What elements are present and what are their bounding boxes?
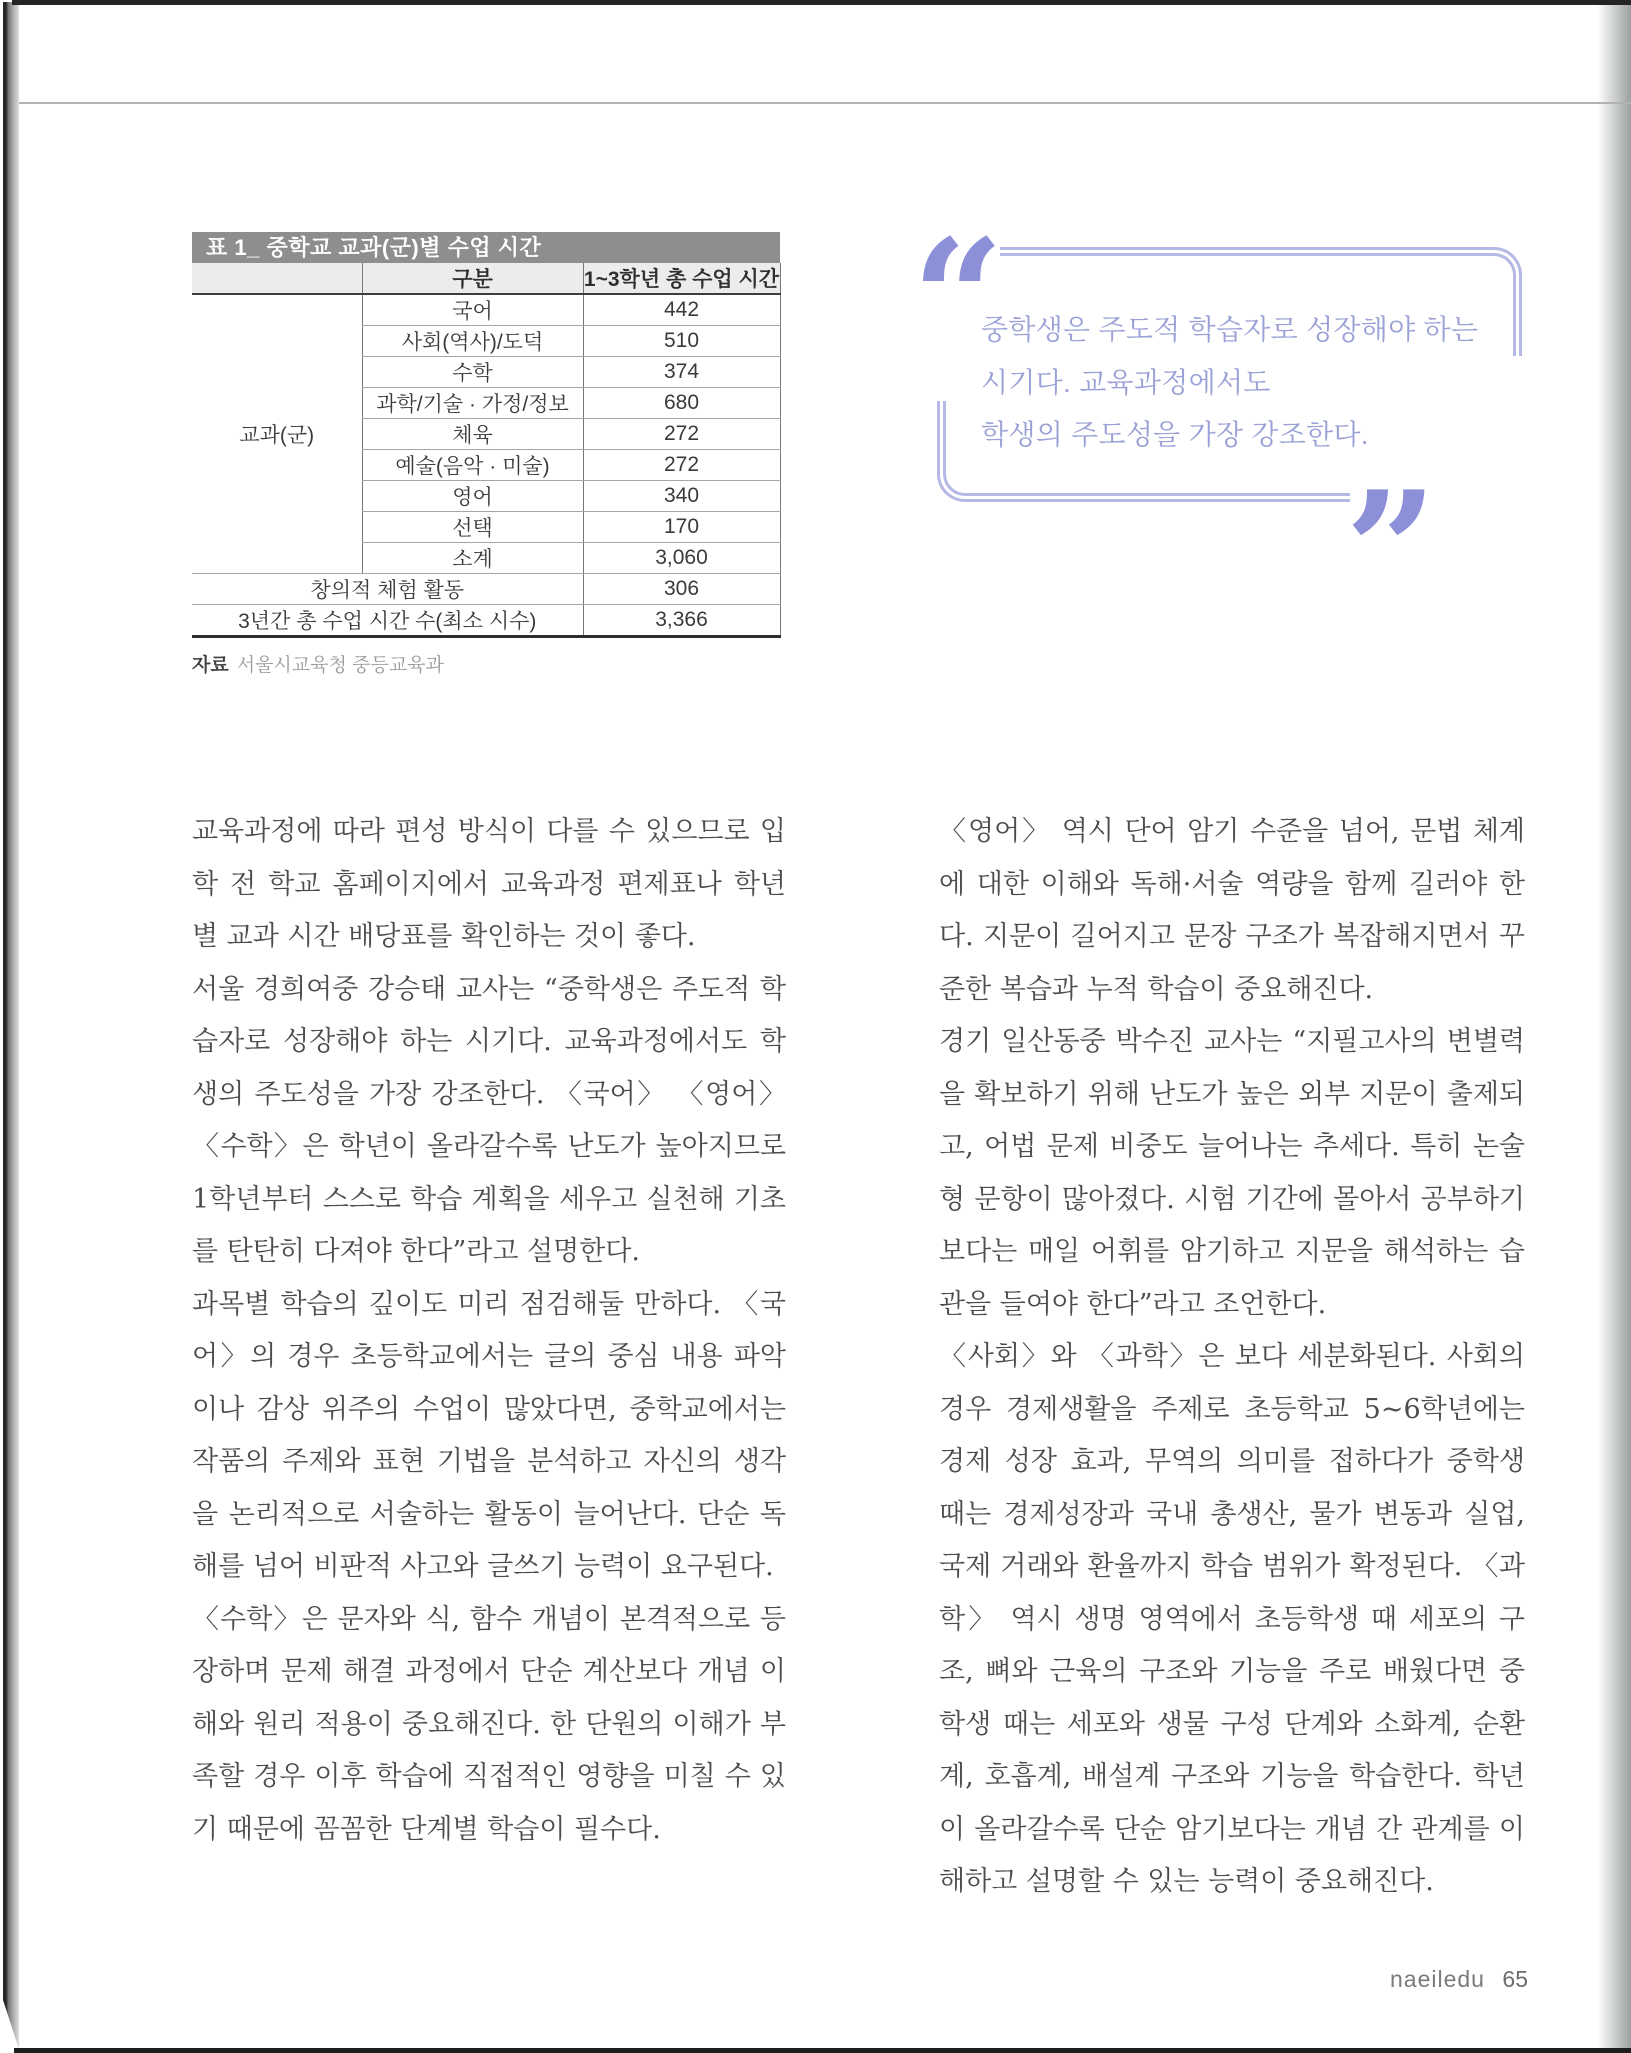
table-source-text: 서울시교육청 중등교육과 <box>236 655 444 676</box>
footer-page-number: 65 <box>1502 1966 1528 1992</box>
pull-quote <box>981 304 1521 462</box>
table-cell-value: 680 <box>583 388 780 419</box>
pull-quote-line: 시기다. 교육과정에서도 <box>981 366 1271 398</box>
table-cell-value: 272 <box>583 419 780 450</box>
table-header-row <box>192 263 780 294</box>
table-header-category: 구분 <box>362 263 583 294</box>
table-cell-subject: 체육 <box>362 419 583 450</box>
table-summary-row <box>192 574 780 605</box>
table-cell-value: 442 <box>583 294 780 326</box>
lesson-hours-table <box>192 263 781 638</box>
table-header-empty <box>192 263 362 294</box>
table-title: 표 1_ 중학교 교과(군)별 수업 시간 <box>192 232 780 263</box>
table-source-label: 자료 <box>192 655 229 676</box>
article-column-right <box>939 806 1525 1909</box>
paragraph: 서울 경희여중 강승태 교사는 “중학생은 주도적 학습자로 성장해야 하는 시기다. 교육과정에서도 학생의 주도성을 가장 강조한다. 〈국어〉 〈영어〉 〈수학〉은 학년이 올라갈수록 난도가 높아지므로 1학년부터 스스로 학습 계획을 세우고 실천해 기초를 탄탄히 다져야 한다”라고 설명한다. <box>192 973 786 1267</box>
table-cell-subject: 선택 <box>362 512 583 543</box>
article-column-left <box>192 806 786 1856</box>
paragraph: 경기 일산동중 박수진 교사는 “지필고사의 변별력을 확보하기 위해 난도가 높은 외부 지문이 출제되고, 어법 문제 비중도 늘어나는 추세다. 특히 논술형 문항이 많아졌다. 시험 기간에 몰아서 공부하기보다는 매일 어휘를 암기하고 지문을 해석하는 습관을 들여야 한다”라고 조언한다. <box>939 1026 1525 1320</box>
scan-top-edge <box>12 0 1631 5</box>
table-cell-subject: 소계 <box>362 543 583 574</box>
paragraph: 교육과정에 따라 편성 방식이 다를 수 있으므로 입학 전 학교 홈페이지에서 교육과정 편제표나 학년별 교과 시간 배당표를 확인하는 것이 좋다. <box>192 816 786 952</box>
page-top-rule <box>19 102 1631 104</box>
pull-quote-line: 학생의 주도성을 가장 강조한다. <box>981 419 1369 450</box>
table-row <box>192 294 780 326</box>
paragraph: 〈영어〉 역시 단어 암기 수준을 넘어, 문법 체계에 대한 이해와 독해·서술 역량을 함께 길러야 한다. 지문이 길어지고 문장 구조가 복잡해지면서 꾸준한 복습과 누적 학습이 중요해진다. <box>939 816 1525 1005</box>
table-cell-value: 510 <box>583 326 780 357</box>
table-summary-row <box>192 605 780 637</box>
scan-left-edge <box>3 2 19 2049</box>
page-footer <box>1390 1966 1528 1993</box>
open-quote-icon: “ <box>912 204 995 392</box>
scan-bottom-edge <box>14 2048 1631 2053</box>
table-cell-subject: 사회(역사)/도덕 <box>362 326 583 357</box>
table-cell-subject: 창의적 체험 활동 <box>192 574 583 605</box>
table-source <box>192 650 444 677</box>
table-cell-subject: 과학/기술 · 가정/정보 <box>362 388 583 419</box>
table-cell-subject: 3년간 총 수업 시간 수(최소 시수) <box>192 605 583 637</box>
close-quote-icon: ” <box>1345 456 1428 644</box>
table-cell-value: 3,366 <box>583 605 780 637</box>
scan-right-shade <box>1597 2 1631 2049</box>
table-cell-value: 170 <box>583 512 780 543</box>
table-cell-value: 272 <box>583 450 780 481</box>
table-cell-value: 374 <box>583 357 780 388</box>
pull-quote-line: 중학생은 주도적 학습자로 성장해야 하는 <box>981 314 1479 345</box>
table-cell-value: 340 <box>583 481 780 512</box>
table-header-hours: 1~3학년 총 수업 시간 <box>583 263 780 294</box>
table-cell-value: 3,060 <box>583 543 780 574</box>
table-cell-subject: 수학 <box>362 357 583 388</box>
paragraph: 과목별 학습의 깊이도 미리 점검해둘 만하다. 〈국어〉의 경우 초등학교에서는 글의 중심 내용 파악이나 감상 위주의 수업이 많았다면, 중학교에서는 작품의 주제와 표현 기법을 분석하고 자신의 생각을 논리적으로 서술하는 활동이 늘어난다. 단순 독해를 넘어 비판적 사고와 글쓰기 능력이 요구된다. <box>192 1288 786 1582</box>
footer-brand: naeiledu <box>1390 1966 1485 1992</box>
table-group-cell: 교과(군) <box>192 294 362 574</box>
table-cell-subject: 국어 <box>362 294 583 326</box>
paragraph: 〈수학〉은 문자와 식, 함수 개념이 본격적으로 등장하며 문제 해결 과정에서 단순 계산보다 개념 이해와 원리 적용이 중요해진다. 한 단원의 이해가 부족할 경우 이후 학습에 직접적인 영향을 미칠 수 있기 때문에 꼼꼼한 단계별 학습이 필수다. <box>192 1603 786 1845</box>
table-cell-subject: 예술(음악 · 미술) <box>362 450 583 481</box>
paragraph: 〈사회〉와 〈과학〉은 보다 세분화된다. 사회의 경우 경제생활을 주제로 초등학교 5~6학년에는 경제 성장 효과, 무역의 의미를 접하다가 중학생 때는 경제성장과 국내 총생산, 물가 변동과 실업, 국제 거래와 환율까지 학습 범위가 확정된다. 〈과학〉 역시 생명 영역에서 초등학생 때 세포의 구조, 뼈와 근육의 구조와 기능을 주로 배웠다면 중학생 때는 세포와 생물 구성 단계와 소화계, 순환계, 호흡계, 배설계 구조와 기능을 학습한다. 학년이 올라갈수록 단순 암기보다는 개념 간 관계를 이해하고 설명할 수 있는 능력이 중요해진다. <box>939 1341 1525 1897</box>
table-cell-value: 306 <box>583 574 780 605</box>
table-cell-subject: 영어 <box>362 481 583 512</box>
